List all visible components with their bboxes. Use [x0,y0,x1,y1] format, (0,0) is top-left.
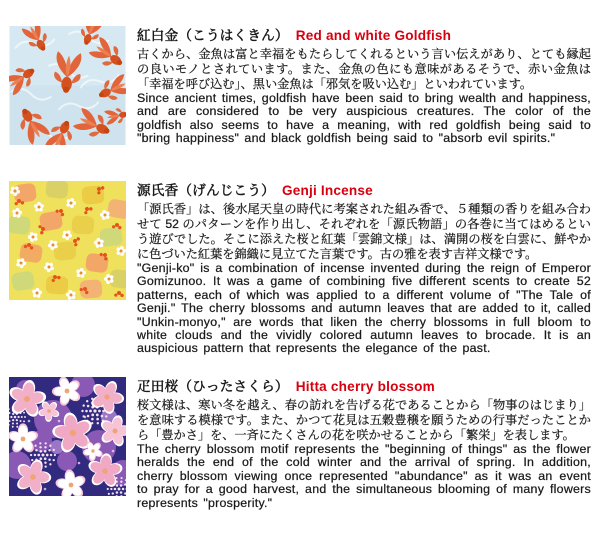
heading-japanese: 紅白金（こうはくきん） [137,28,289,43]
chiyogami-pattern-image [9,181,126,300]
section-genji-incense [9,181,591,356]
section-text-hitta [137,377,591,510]
section-text-goldfish [137,26,591,146]
goldfish-pattern-image [9,26,126,145]
japanese-description: 「源氏香」は、後水尾天皇の時代に考案された組み香で、５種類の香りを組み合わせて 52 のパターンを作り出し、それぞれを「源氏物語」の各巻に当てはめるという遊びでした。そこに添えた桜と紅葉「雲錦文様」は、満開の桜を白雲に、鮮やかに色づいた紅葉を錦織に見立てた言葉です。古の雅を表す吉祥文様です。 [137,202,591,261]
chiyogami-pattern-icon [9,181,126,300]
heading-english: Genji Incense [281,183,373,198]
section-heading [137,182,591,199]
english-description: Since ancient times, goldfish have been said to bring wealth and happiness, and are considered to be very auspicious creatures. The color of the goldfish also seems to have a meaning, with red goldfish being said to "bring happiness" and black goldfish being said to "absorb evil spirits." [137,91,591,146]
japanese-description: 桜文様は、寒い冬を越え、春の訪れを告げる花であることから「物事のはじまり」を意味する模様です。また、かつて花見は五穀豊穣を願うための行事だったことから「豊かさ」を、一斉にたくさんの花を咲かせることから「繁栄」を表します。 [137,398,591,442]
section-heading [137,27,591,44]
heading-english: Red and white Goldfish [295,28,452,43]
section-text-genji [137,181,591,356]
japanese-description: 古くから、金魚は富と幸福をもたらしてくれるという言い伝えがあり、とても縁起の良いモノとされています。また、金魚の色にも意味があるそうで、赤い金魚は「幸福を呼び込む」、黒い金魚は「邪気を吸い込む」といわれています。 [137,47,591,91]
goldfish-pattern-icon [9,26,126,145]
sakura-pattern-icon [9,377,126,496]
heading-japanese: 疋田桜（ひったさくら） [137,379,289,394]
sakura-pattern-image [9,377,126,496]
english-description: "Genji-ko" is a combination of incense invented during the reign of Emperor Gomizunoo. It was a game of combining five different scents to create 52 patterns, each of which was applied to a different volume of "The Tale of Genji." The cherry blossoms and autumn leaves that are added to it, called "Unkin-monyo," are words that liken the cherry blossoms in full bloom to white clouds and the vividly colored autumn leaves to brocade. It is an auspicious pattern that represents the elegance of the past. [137,261,591,356]
section-heading [137,378,591,395]
english-description: The cherry blossom motif represents the "beginning of things" as the flower heralds the end of the cold winter and the arrival of spring. In addition, cherry blossom viewing once represented "abundance" as it was an event to pray for a good harvest, and the simultaneous blooming of many flowers represents "prosperity." [137,442,591,510]
section-red-white-goldfish [9,26,591,146]
heading-japanese: 源氏香（げんじこう） [137,183,275,198]
heading-english: Hitta cherry blossom [295,379,435,394]
section-hitta-cherry-blossom [9,377,591,510]
